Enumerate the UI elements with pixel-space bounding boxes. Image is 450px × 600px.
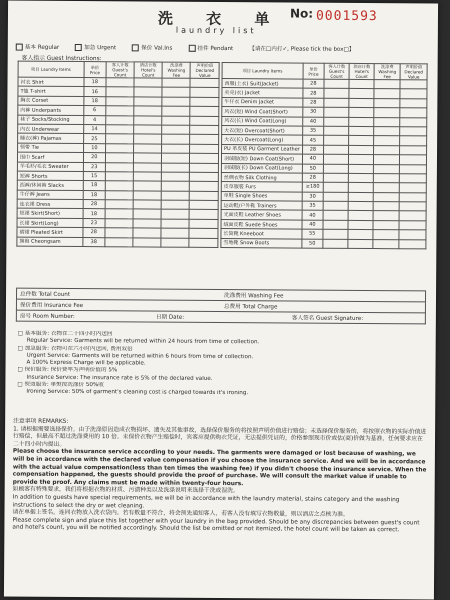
hotel-count-cell[interactable] xyxy=(349,155,374,165)
guest-count-cell[interactable] xyxy=(105,153,133,163)
totals-row xyxy=(16,311,426,325)
term-ironing-en: Ironing Service: 50% of garment's cleaning cost is charged towards it's ironing. xyxy=(26,389,249,397)
item-name: 牛仔裤 Jeans xyxy=(17,190,83,200)
declared-value-cell[interactable] xyxy=(400,155,427,165)
declared-value-cell[interactable] xyxy=(399,202,426,212)
term-regular-en: Regular Service: Garments will be returned within 24 hours from time of collection. xyxy=(26,337,260,346)
checkbox-icon[interactable] xyxy=(75,43,82,50)
item-price: 40 xyxy=(302,154,323,164)
hotel-count-cell[interactable] xyxy=(133,191,161,201)
washing-fee-cell[interactable] xyxy=(374,145,400,155)
declared-value-cell[interactable] xyxy=(400,117,427,127)
declared-value-cell[interactable] xyxy=(189,219,218,229)
washing-fee-cell[interactable] xyxy=(162,144,190,154)
col-price: 单价 Price xyxy=(303,63,324,79)
washing-fee-cell[interactable] xyxy=(373,173,399,183)
col-washing-fee: 洗涤费 Washing Fee xyxy=(162,62,190,78)
table-header-row xyxy=(18,61,219,78)
guest-count-cell[interactable] xyxy=(105,209,133,219)
service-option-regular[interactable]: 基本 Regular xyxy=(16,43,59,51)
declared-value-cell[interactable] xyxy=(189,238,218,248)
guest-count-cell[interactable] xyxy=(105,162,133,172)
total-count-label: 总件数 Total Count xyxy=(20,291,71,298)
declared-value-cell[interactable] xyxy=(400,145,427,155)
item-price: 15 xyxy=(83,171,105,181)
item-price: 28 xyxy=(303,88,324,98)
hotel-count-cell[interactable] xyxy=(133,162,161,172)
checkbox-icon[interactable] xyxy=(16,43,23,50)
guest-count-cell[interactable] xyxy=(106,134,134,144)
declared-value-cell[interactable] xyxy=(190,182,219,192)
hotel-count-cell[interactable] xyxy=(134,153,162,163)
declared-value-cell[interactable] xyxy=(190,153,219,163)
washing-fee-cell[interactable] xyxy=(161,181,189,191)
guest-count-cell[interactable] xyxy=(105,237,133,247)
item-price: 14 xyxy=(83,124,105,134)
guest-count-cell[interactable] xyxy=(323,220,348,230)
hotel-count-cell[interactable] xyxy=(133,172,161,182)
washing-fee-cell[interactable] xyxy=(162,163,190,173)
item-name: 连衣裙 Dress xyxy=(17,199,83,209)
declared-value-cell[interactable] xyxy=(400,183,427,193)
remark-3-en: Please complete sign and place this list together with your laundry in the bag provided. Should be any discrepancies between guest's count and hotel's count, you will be notified accordingly. Should the list be omitted or not itemized, the hotel count will be taken as correct. xyxy=(12,517,420,534)
hotel-count-cell[interactable] xyxy=(133,200,161,210)
declared-value-cell[interactable] xyxy=(399,192,426,202)
hotel-count-cell[interactable] xyxy=(133,219,161,229)
item-name: 褶裙 Pleated Skirt xyxy=(17,227,83,237)
hotel-count-cell[interactable] xyxy=(349,117,374,127)
hotel-count-cell[interactable] xyxy=(134,115,162,125)
declared-value-cell[interactable] xyxy=(400,136,427,146)
item-price: 30 xyxy=(302,192,323,202)
table-header-row xyxy=(222,63,427,80)
hotel-count-cell[interactable] xyxy=(134,87,162,97)
guest-count-cell[interactable] xyxy=(323,229,348,239)
item-name: 风衣(短) Wind Coat(Short) xyxy=(222,107,303,117)
hotel-count-cell[interactable] xyxy=(348,211,373,221)
item-price: 28 xyxy=(83,200,105,210)
items-table-right xyxy=(220,62,427,249)
item-name: 长筒靴 Kneeboot xyxy=(221,229,302,239)
guest-count-cell[interactable] xyxy=(323,145,348,155)
item-price: 55 xyxy=(302,229,323,239)
item-price: 28 xyxy=(303,79,324,89)
hotel-count-cell[interactable] xyxy=(133,228,161,238)
item-price: 28 xyxy=(303,98,324,108)
hotel-count-cell[interactable] xyxy=(134,97,162,107)
hotel-count-cell[interactable] xyxy=(349,164,374,174)
item-price: 40 xyxy=(303,117,324,127)
item-name: 绒面皮鞋 Suede Shoes xyxy=(221,219,302,229)
washing-fee-cell[interactable] xyxy=(161,200,189,210)
guest-count-cell[interactable] xyxy=(324,89,349,99)
term-insurance-en: Insurance Service: The insurance rate is 5% of the declared value. xyxy=(26,374,213,382)
totals-section xyxy=(16,288,426,325)
item-price: 30 xyxy=(303,107,324,117)
table-row xyxy=(221,238,426,249)
item-price: 18 xyxy=(84,78,106,88)
guest-count-cell[interactable] xyxy=(106,87,134,97)
guest-count-cell[interactable] xyxy=(105,200,133,210)
washing-fee-cell[interactable] xyxy=(373,239,399,249)
guest-count-cell[interactable] xyxy=(323,173,348,183)
declared-value-cell[interactable] xyxy=(190,88,219,98)
hotel-count-cell[interactable] xyxy=(348,220,373,230)
item-price: 28 xyxy=(83,228,105,238)
declared-value-cell[interactable] xyxy=(399,239,426,249)
declared-value-cell[interactable] xyxy=(400,127,427,137)
guest-count-cell[interactable] xyxy=(323,211,348,221)
item-name: 内裤 Underpants xyxy=(18,105,84,115)
guest-count-cell[interactable] xyxy=(105,143,133,153)
items-table-left xyxy=(16,61,219,248)
col-declared-value: 声明价值 Declared Value xyxy=(400,64,427,80)
item-price: 4 xyxy=(83,115,105,125)
item-price: 25 xyxy=(83,134,105,144)
declared-value-cell[interactable] xyxy=(190,163,219,173)
hotel-count-cell[interactable] xyxy=(134,134,162,144)
washing-fee-cell[interactable] xyxy=(374,98,400,108)
hotel-count-cell[interactable] xyxy=(134,78,162,88)
checkbox-icon[interactable] xyxy=(188,44,195,51)
washing-fee-cell[interactable] xyxy=(373,230,399,240)
hotel-count-cell[interactable] xyxy=(349,183,374,193)
washing-fee-cell[interactable] xyxy=(374,117,400,127)
guest-count-cell[interactable] xyxy=(323,192,348,202)
guest-count-cell[interactable] xyxy=(105,228,133,238)
declared-value-cell[interactable] xyxy=(400,164,427,174)
item-price: 23 xyxy=(83,218,105,228)
item-name: 西裤/休闲裤 Slacks xyxy=(17,180,83,190)
item-price: 40 xyxy=(302,211,323,221)
item-name: 羽绒服(长) Down Coat(Long) xyxy=(221,163,302,173)
washing-fee-cell[interactable] xyxy=(162,116,190,126)
item-price: 38 xyxy=(83,237,105,247)
item-name: 大衣(长) Overcoat(Long) xyxy=(222,135,303,145)
hotel-count-cell[interactable] xyxy=(349,89,374,99)
date-field[interactable]: 日期 Date: xyxy=(155,314,185,321)
item-name: 大衣(短) Overcoat(Short) xyxy=(222,125,303,135)
insurance-fee-label: 保价费用 Insurance Fee xyxy=(19,302,84,310)
hotel-count-cell[interactable] xyxy=(134,106,162,116)
washing-fee-cell[interactable] xyxy=(162,153,190,163)
declared-value-cell[interactable] xyxy=(190,191,219,201)
laundry-list-form xyxy=(4,1,438,600)
guest-count-cell[interactable] xyxy=(106,78,134,88)
item-name: 领带 Tie xyxy=(18,143,84,153)
guest-count-cell[interactable] xyxy=(323,164,348,174)
item-name: 西服(上衣) Suit(Jacket) xyxy=(222,79,303,89)
guest-count-cell[interactable] xyxy=(324,98,349,108)
table-row xyxy=(17,237,218,248)
col-price: 单价 Price xyxy=(84,62,106,78)
declared-value-cell[interactable] xyxy=(190,144,219,154)
hotel-count-cell[interactable] xyxy=(348,239,373,249)
item-name: 雪地靴 Snow Boots xyxy=(221,238,302,248)
term-ironing-cn: □ 熨烫服务: 单熨按洗涤价 50%收 xyxy=(17,381,104,389)
hotel-count-cell[interactable] xyxy=(349,98,374,108)
item-price: 50 xyxy=(302,164,323,174)
remarks-label: 注意事项 REMARKS: xyxy=(13,418,69,425)
hotel-count-cell[interactable] xyxy=(349,136,374,146)
declared-value-cell[interactable] xyxy=(190,210,219,220)
col-item: 项目 Laundry Items xyxy=(222,63,303,80)
guest-count-cell[interactable] xyxy=(324,107,349,117)
item-name: 旗袍 Cheongsam xyxy=(17,237,83,247)
declared-value-cell[interactable] xyxy=(400,99,427,109)
item-name: 睡衣(裤) Pajamas xyxy=(18,133,84,143)
declared-value-cell[interactable] xyxy=(190,135,219,145)
washing-fee-cell[interactable] xyxy=(162,97,190,107)
guest-count-cell[interactable] xyxy=(323,154,348,164)
service-terms xyxy=(17,331,423,400)
hotel-count-cell[interactable] xyxy=(349,145,374,155)
guest-count-cell[interactable] xyxy=(105,172,133,182)
item-name: 围巾 Scarf xyxy=(17,152,83,162)
room-number-field[interactable]: 房号 Room Number: xyxy=(19,313,75,320)
guest-count-cell[interactable] xyxy=(105,181,133,191)
declared-value-cell[interactable] xyxy=(399,211,426,221)
washing-fee-cell[interactable] xyxy=(374,89,400,99)
declared-value-cell[interactable] xyxy=(399,230,426,240)
item-name: 光面皮鞋 Leather Shoes xyxy=(221,210,302,220)
item-price: 6 xyxy=(84,106,106,116)
item-name: 衬衣 Shirt xyxy=(18,77,84,87)
item-name: PU 革皮装 PU Garment Leather xyxy=(222,144,303,154)
declared-value-cell[interactable] xyxy=(190,116,219,126)
washing-fee-cell[interactable] xyxy=(373,211,399,221)
serial-number-value: 0001593 xyxy=(315,8,378,25)
item-price: 16 xyxy=(84,87,106,97)
item-name: 丝绸衣物 Silk Clothing xyxy=(221,172,302,182)
remark-2-cn: 如顾客有特殊要求，我们将根据衣物的材质、污渍种类以及洗涤说明来选择干洗或湿洗。 xyxy=(12,486,239,495)
guest-count-cell[interactable] xyxy=(106,106,134,116)
term-insurance-cn: □ 保价服务: 保价费率为声明价值的 5% xyxy=(17,367,118,374)
declared-value-cell[interactable] xyxy=(190,125,219,135)
term-urgent-en-2: A 100% Express Charge will be applicable. xyxy=(26,359,146,367)
declared-value-cell[interactable] xyxy=(400,89,427,99)
guest-count-cell[interactable] xyxy=(106,125,134,135)
guest-signature-field[interactable]: 客人签名 Guest Signature: xyxy=(291,315,364,322)
checkbox-icon[interactable] xyxy=(132,44,139,51)
declared-value-cell[interactable] xyxy=(190,200,219,210)
remark-2-en: In addition to guests have special requirements, we will be in accordance with the laundry material, stains category and the washing instructions to select the dry or wet cleaning. xyxy=(12,494,400,510)
item-price: 18 xyxy=(83,181,105,191)
item-name: 牛仔衣 Denim Jacket xyxy=(222,97,303,107)
guest-count-cell[interactable] xyxy=(105,219,133,229)
col-hotel-count: 酒店计数 Hotel's Count xyxy=(349,63,374,79)
washing-fee-cell[interactable] xyxy=(373,155,399,165)
washing-fee-cell[interactable] xyxy=(161,228,189,238)
guest-count-cell[interactable] xyxy=(324,79,349,89)
declared-value-cell[interactable] xyxy=(190,172,219,182)
washing-fee-cell[interactable] xyxy=(162,134,190,144)
guest-count-cell[interactable] xyxy=(323,183,348,193)
washing-fee-cell[interactable] xyxy=(161,210,189,220)
washing-fee-cell[interactable] xyxy=(373,183,399,193)
item-name: 袜子 Socks/Stocking xyxy=(18,115,84,125)
item-price: 28 xyxy=(302,173,323,183)
service-option-valins[interactable]: 保价 Val.Ins xyxy=(132,43,172,51)
item-name: 短裙 Skirt(Short) xyxy=(17,209,83,219)
col-washing-fee: 洗涤费 Washing Fee xyxy=(374,64,400,80)
service-option-urgent[interactable]: 加急 Urgent xyxy=(75,43,116,51)
item-price: 18 xyxy=(83,190,105,200)
item-price: 35 xyxy=(302,201,323,211)
washing-fee-cell[interactable] xyxy=(373,192,399,202)
guest-instructions-label: 客人指示 Guest Instructions: xyxy=(21,55,102,63)
serial-number-label: No: xyxy=(289,6,314,21)
item-price: 45 xyxy=(302,135,323,145)
item-name: 单鞋 Single Shoes xyxy=(221,191,302,201)
item-name: 运动鞋/户外鞋 Trainers xyxy=(221,201,302,211)
service-options-row xyxy=(16,43,430,54)
guest-count-cell[interactable] xyxy=(323,239,348,249)
declared-value-cell[interactable] xyxy=(400,108,427,118)
declared-value-cell[interactable] xyxy=(400,80,427,90)
item-name: 胸衣 Corset xyxy=(18,96,84,106)
item-price: 20 xyxy=(83,153,105,163)
col-declared-value: 声明价值 Declared Value xyxy=(191,62,220,78)
declared-value-cell[interactable] xyxy=(190,106,219,116)
declared-value-cell[interactable] xyxy=(190,97,219,107)
col-hotel-count: 酒店计数 Hotel's Count xyxy=(134,62,162,78)
washing-fee-cell[interactable] xyxy=(162,87,190,97)
item-price: 28 xyxy=(302,145,323,155)
item-price: ≥180 xyxy=(302,182,323,192)
washing-fee-cell[interactable] xyxy=(374,136,400,146)
washing-fee-cell[interactable] xyxy=(373,164,399,174)
form-title-cn: 洗 衣 单 xyxy=(157,9,284,29)
item-price: 10 xyxy=(83,143,105,153)
hotel-count-cell[interactable] xyxy=(348,192,373,202)
hotel-count-cell[interactable] xyxy=(133,181,161,191)
washing-fee-cell[interactable] xyxy=(162,106,190,116)
item-price: 23 xyxy=(83,162,105,172)
item-name: 羊毛衫/毛衣 Sweater xyxy=(17,162,83,172)
item-price: 18 xyxy=(83,209,105,219)
hotel-count-cell[interactable] xyxy=(349,108,374,118)
hotel-count-cell[interactable] xyxy=(349,79,374,89)
remarks-section xyxy=(12,419,427,536)
col-item: 项目 Laundry Items xyxy=(18,61,84,77)
remark-1-cn: 1. 请根据需要选择保价。由于洗涤原因造成衣物损坏、遗失及其他事故，选择保价服务的将按照声明价值进行赔偿；未选择保价服务的，将按照衣物的实际价值进行赔偿，但最高不超过洗涤费用的 10 倍。未保价衣物产生赔偿时，宾客应提供购衣凭证，无法提供凭证的，价格参照现市价或估(商)价做为基准，任何要求应在二十四小时内提出。 xyxy=(12,426,427,448)
washing-fee-cell[interactable] xyxy=(373,220,399,230)
washing-fee-cell[interactable] xyxy=(374,80,400,90)
guest-count-cell[interactable] xyxy=(323,201,348,211)
guest-count-cell[interactable] xyxy=(105,190,133,200)
hotel-count-cell[interactable] xyxy=(133,238,161,248)
col-guest-count: 客人计数 Guest's Count xyxy=(324,63,349,79)
item-name: T恤 T-shirt xyxy=(18,86,84,96)
hotel-count-cell[interactable] xyxy=(134,125,162,135)
item-name: 短裤 Shorts xyxy=(17,171,83,181)
item-name: 内衣 Underwear xyxy=(18,124,84,134)
guest-count-cell[interactable] xyxy=(106,96,134,106)
washing-fee-cell[interactable] xyxy=(373,202,399,212)
item-name: 羽绒服(短) Down Coat(Short) xyxy=(221,154,302,164)
washing-fee-cell[interactable] xyxy=(162,78,190,88)
remark-1-en: Please choose the insurance service according to your needs. The garments were damaged or lost because of washing, we will be in accordance with the declared value compensation if you choose the insurance service. And we will be in accordance with the actual value compensation(less than ten times the washing fee) if you didn't choose the insurance service. When the compensation happened, the guests should provide the proof of purchase. We will consult the market value if unable to provide the proof. Any claims must be made within twenty-four hours. xyxy=(12,448,427,487)
declared-value-cell[interactable] xyxy=(189,229,218,239)
washing-fee-cell[interactable] xyxy=(161,172,189,182)
item-name: 夹克(衣) Jacket xyxy=(222,88,303,98)
hotel-count-cell[interactable] xyxy=(348,230,373,240)
item-price: 18 xyxy=(84,96,106,106)
washing-fee-cell[interactable] xyxy=(374,127,400,137)
tick-instruction: 【请在□内打✓, Please tick the box□】 xyxy=(249,46,355,53)
item-price: 35 xyxy=(302,126,323,136)
hotel-count-cell[interactable] xyxy=(348,201,373,211)
item-price: 50 xyxy=(302,239,323,249)
washing-fee-label: 洗涤费用 Washing Fee xyxy=(224,293,284,300)
guest-count-cell[interactable] xyxy=(324,117,349,127)
term-urgent-en: Urgent Service: Garments will be returned within 6 hours from time of collection. xyxy=(26,352,254,361)
service-option-pendant[interactable]: 挂件 Pendant xyxy=(188,44,233,52)
declared-value-cell[interactable] xyxy=(399,221,426,231)
guest-count-cell[interactable] xyxy=(324,126,349,136)
term-regular-cn: □ 基本服务: 衣物在二十四小时内送回 xyxy=(17,330,113,338)
washing-fee-cell[interactable] xyxy=(161,238,189,248)
hotel-count-cell[interactable] xyxy=(349,126,374,136)
term-urgent-cn: □ 加急服务: 衣物可在六小时内送回, 费用双倍 xyxy=(17,345,133,352)
washing-fee-cell[interactable] xyxy=(161,191,189,201)
declared-value-cell[interactable] xyxy=(400,174,427,184)
total-charge-label: 总费用 Total Charge xyxy=(223,304,278,311)
form-title-en: laundry list xyxy=(175,25,257,36)
item-name: 风衣(长) Wind Coat(Long) xyxy=(222,116,303,126)
remark-3-cn: 请在单据上签名，连同衣物放入洗衣袋内。若有数量不符合，将会预先通知客人，若客人没有填写衣物数量，则以酒店之点核为准。 xyxy=(12,509,349,519)
washing-fee-cell[interactable] xyxy=(161,219,189,229)
washing-fee-cell[interactable] xyxy=(162,125,190,135)
washing-fee-cell[interactable] xyxy=(374,108,400,118)
col-guest-count: 客人计数 Guest's Count xyxy=(106,62,134,78)
hotel-count-cell[interactable] xyxy=(349,173,374,183)
guest-count-cell[interactable] xyxy=(324,136,349,146)
hotel-count-cell[interactable] xyxy=(133,209,161,219)
declared-value-cell[interactable] xyxy=(190,78,219,88)
item-name: 长裙 Skirt(Long) xyxy=(17,218,83,228)
item-name: 皮草服装 Furs xyxy=(221,182,302,192)
hotel-count-cell[interactable] xyxy=(134,144,162,154)
item-price: 40 xyxy=(302,220,323,230)
guest-count-cell[interactable] xyxy=(106,115,134,125)
